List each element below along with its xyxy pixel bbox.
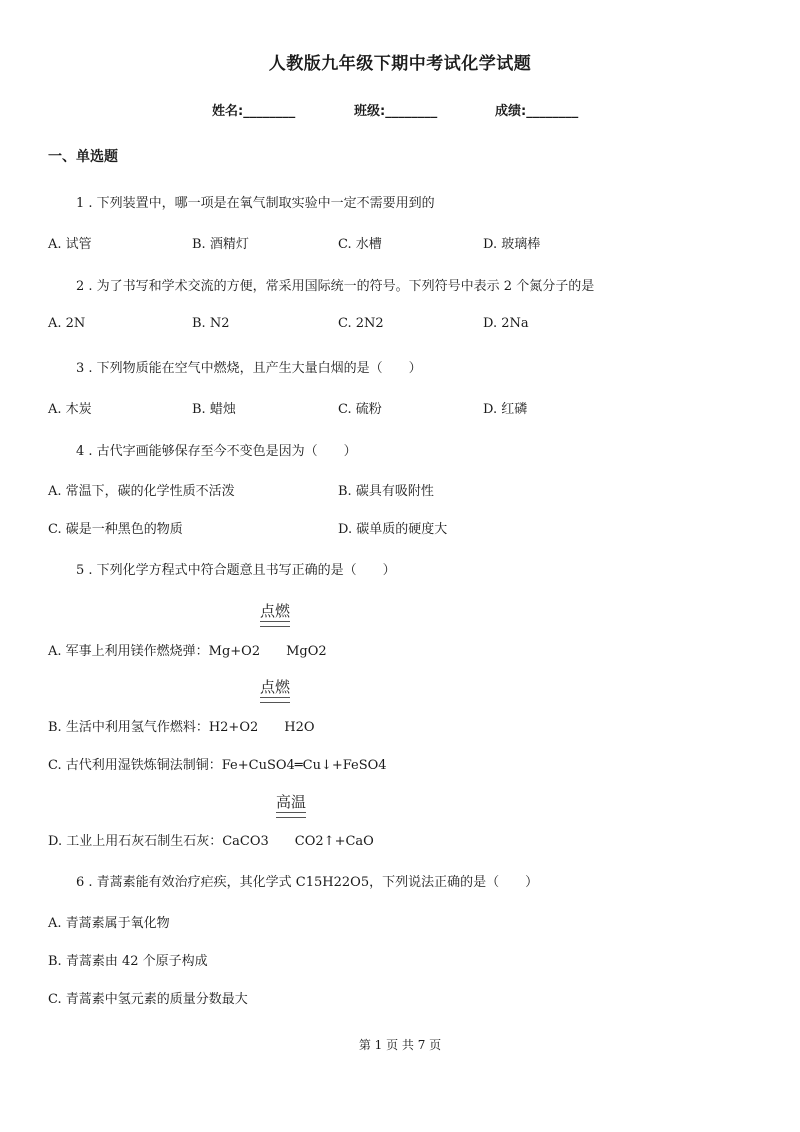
question-6-option-c: C. 青蒿素中氢元素的质量分数最大	[48, 992, 248, 1007]
page-footer: 第 1 页 共 7 页	[358, 1038, 442, 1052]
question-3-option-b: B. 蜡烛	[192, 402, 236, 417]
name-field: 姓名:________	[212, 104, 296, 119]
reaction-condition-text: 高温	[276, 793, 307, 811]
question-6-option-a: A. 青蒿素属于氧化物	[48, 916, 170, 931]
question-3-option-d: D. 红磷	[483, 402, 528, 417]
question-1-option-c: C. 水槽	[338, 237, 382, 252]
question-5-option-c: C. 古代利用湿铁炼铜法制铜：Fe+CuSO4═Cu↓+FeSO4	[48, 758, 387, 773]
question-2-option-d: D. 2Na	[483, 316, 529, 331]
reaction-condition-a	[260, 600, 290, 621]
reaction-condition-d	[276, 791, 306, 812]
question-4-option-a: A. 常温下，碳的化学性质不活泼	[48, 484, 235, 499]
question-1-option-b: B. 酒精灯	[192, 237, 249, 252]
reaction-equals-sign	[260, 697, 290, 703]
score-field: 成绩:________	[495, 104, 579, 119]
question-2-option-b: B. N2	[192, 316, 230, 331]
reaction-condition-b	[260, 676, 290, 697]
class-field: 班级:________	[354, 104, 438, 119]
question-5-option-b: B. 生活中利用氢气作燃料：H2+O2 H2O	[48, 720, 315, 735]
question-4-option-b: B. 碳具有吸附性	[338, 484, 434, 499]
question-3-option-c: C. 硫粉	[338, 402, 382, 417]
question-3-option-a: A. 木炭	[48, 402, 92, 417]
question-4-option-c: C. 碳是一种黑色的物质	[48, 522, 183, 537]
question-1-option-a: A. 试管	[48, 237, 92, 252]
reaction-condition-text: 点燃	[260, 678, 291, 696]
question-6-option-b: B. 青蒿素由 42 个原子构成	[48, 954, 208, 969]
question-6-stem: 6 . 青蒿素能有效治疗疟疾，其化学式 C15H22O5，下列说法正确的是（ ）	[76, 875, 539, 890]
reaction-equals-sign	[276, 812, 306, 818]
question-1-stem: 1 . 下列装置中，哪一项是在氧气制取实验中一定不需要用到的	[76, 196, 435, 211]
section-title: 一、单选题	[48, 149, 118, 165]
question-1-option-d: D. 玻璃棒	[483, 237, 541, 252]
question-3-stem: 3 . 下列物质能在空气中燃烧，且产生大量白烟的是（ ）	[76, 361, 422, 376]
reaction-condition-text: 点燃	[260, 602, 291, 620]
page-title: 人教版九年级下期中考试化学试题	[268, 54, 532, 74]
question-2-stem: 2 . 为了书写和学术交流的方便，常采用国际统一的符号。下列符号中表示 2 个氮分子的是	[76, 279, 595, 294]
question-5-option-a: A. 军事上利用镁作燃烧弹：Mg+O2 MgO2	[48, 644, 327, 659]
question-5-stem: 5 . 下列化学方程式中符合题意且书写正确的是（ ）	[76, 563, 396, 578]
question-4-option-d: D. 碳单质的硬度大	[338, 522, 448, 537]
question-4-stem: 4 . 古代字画能够保存至今不变色是因为（ ）	[76, 444, 357, 459]
question-2-option-a: A. 2N	[48, 316, 86, 331]
question-5-option-d: D. 工业上用石灰石制生石灰：CaCO3 CO2↑+CaO	[48, 834, 374, 849]
reaction-equals-sign	[260, 621, 290, 627]
question-2-option-c: C. 2N2	[338, 316, 384, 331]
